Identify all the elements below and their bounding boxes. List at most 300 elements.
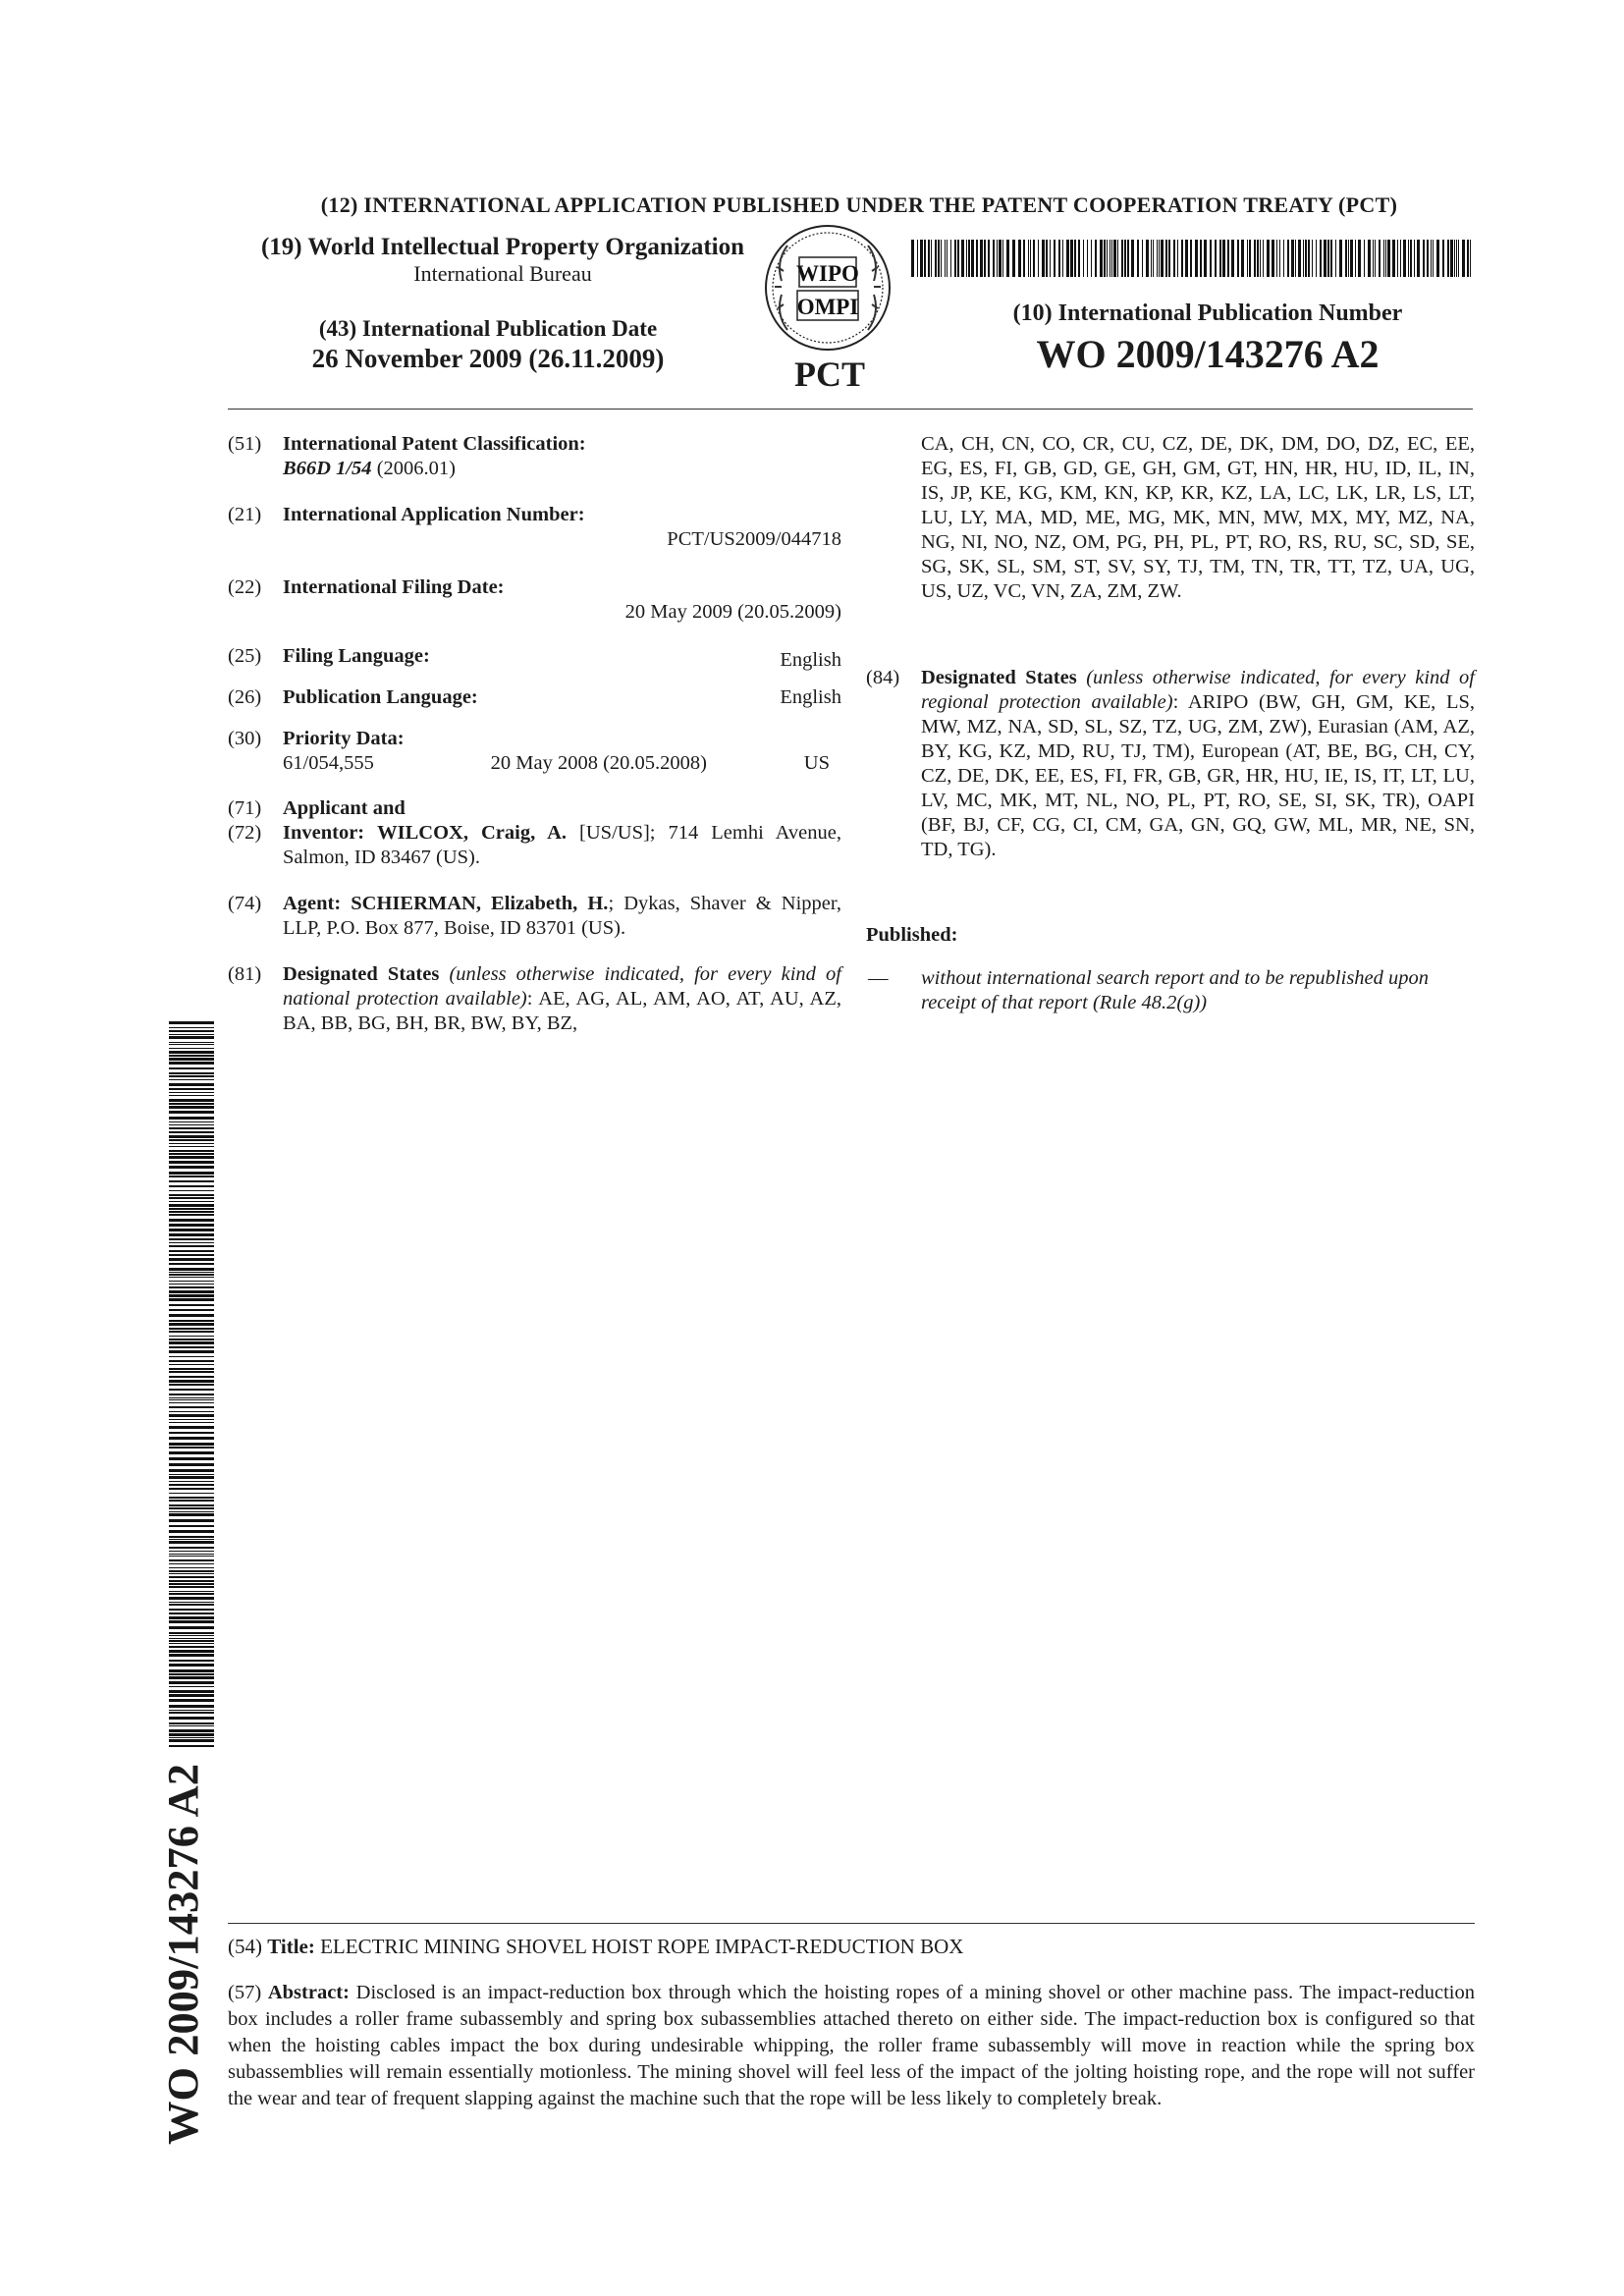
- barcode-bar: [1161, 240, 1164, 277]
- seal-ompi-text: OMPI: [796, 295, 859, 319]
- barcode-bar: [1157, 240, 1158, 277]
- barcode-bar: [169, 1254, 214, 1256]
- published-note: without international search report and to be republished upon receipt of that report (Rule 48.2(g)): [921, 967, 1430, 1013]
- barcode-bar: [1385, 240, 1386, 277]
- barcode-bar: [169, 1604, 214, 1606]
- barcode-bar: [169, 1422, 214, 1423]
- barcode-bar: [169, 1083, 214, 1086]
- barcode-bar: [169, 1175, 214, 1177]
- barcode-bar: [169, 1484, 214, 1486]
- barcode-bar: [1121, 240, 1123, 277]
- barcode-bar: [169, 1710, 214, 1711]
- barcode-bar: [1124, 240, 1126, 277]
- barcode-bar: [169, 1712, 214, 1714]
- barcode-bar: [999, 240, 1001, 277]
- barcode-bar: [169, 1650, 214, 1653]
- barcode-bar: [1227, 240, 1229, 277]
- barcode-bar: [169, 1095, 214, 1096]
- barcode-bar: [169, 1111, 214, 1114]
- barcode-bar: [1348, 240, 1349, 277]
- barcode-bar: [169, 1072, 214, 1074]
- publication-date-block: [257, 316, 719, 374]
- barcode-bar: [1312, 240, 1313, 277]
- field-30-code: (30): [228, 728, 262, 749]
- barcode-bar: [938, 240, 940, 277]
- barcode-bar: [169, 1320, 214, 1322]
- barcode-bar: [169, 1103, 214, 1105]
- barcode-bar: [169, 1229, 214, 1231]
- barcode-bar: [169, 1616, 214, 1619]
- barcode-bar: [169, 1463, 214, 1466]
- barcode-bar: [169, 1272, 214, 1273]
- barcode-bar: [1146, 240, 1149, 277]
- barcode-bar: [169, 1481, 214, 1482]
- barcode-bar: [1030, 240, 1031, 277]
- barcode-bar: [1177, 240, 1178, 277]
- barcode-bar: [1173, 240, 1175, 277]
- barcode-bar: [169, 1048, 214, 1049]
- barcode-bar: [169, 1567, 214, 1568]
- barcode-bar: [169, 1725, 214, 1726]
- barcode-bar: [988, 240, 990, 277]
- barcode-bar: [169, 1339, 214, 1340]
- barcode-bar: [169, 1304, 214, 1306]
- field-25-label: Filing Language:: [283, 645, 430, 667]
- barcode-bar: [169, 1551, 214, 1552]
- barcode-bar: [169, 1570, 214, 1572]
- barcode-bar: [169, 1411, 214, 1412]
- abstract-text: Disclosed is an impact-reduction box through which the hoisting ropes of a mining shovel or other machine pass. The impact-reduction box includes a roller frame subassembly and spring box subassemblies attached thereto on either side. The impact-reduction box is configured so that when the hoisting cables impact the box during undesirable whipping, the roller frame subassembly will move in reaction while the spring box subassemblies will remain essentially motionless. The mining shovel will feel less of the impact of the jolting hoisting rope, and the rope will not suffer the wear and tear of frequent slapping against the machine such that the rope will be less likely to completely break.: [228, 1982, 1475, 2109]
- barcode-bar: [1427, 240, 1429, 277]
- barcode-bar: [169, 1402, 214, 1403]
- barcode-bar: [169, 1394, 214, 1395]
- barcode-bar: [169, 1356, 214, 1357]
- barcode-bar: [169, 1602, 214, 1603]
- barcode-bar: [1100, 240, 1103, 277]
- barcode-bar: [1431, 240, 1432, 277]
- barcode-bar: [169, 1153, 214, 1155]
- field-81-code: (81): [228, 963, 262, 985]
- barcode-bar: [1023, 240, 1025, 277]
- field-71-code: (71): [228, 797, 262, 819]
- barcode-bar: [169, 1250, 214, 1252]
- barcode-bar: [1383, 240, 1384, 277]
- barcode-bar: [1237, 240, 1239, 277]
- barcode-bar: [1210, 240, 1212, 277]
- inventor-details: [US/US]; 714 Lemhi Avenue, Salmon, ID 83467 (US).: [283, 822, 842, 868]
- barcode-bar: [169, 1583, 214, 1585]
- organization-bureau: International Bureau: [413, 261, 592, 286]
- barcode-bar: [169, 1733, 214, 1736]
- barcode-bar: [1410, 240, 1412, 277]
- field-25-code: (25): [228, 645, 262, 667]
- publication-number-value: WO 2009/143276 A2: [1036, 332, 1380, 376]
- barcode-bar: [1254, 240, 1256, 277]
- barcode-bar: [169, 1156, 214, 1159]
- barcode-bar: [169, 1124, 214, 1125]
- barcode-bar: [1153, 240, 1154, 277]
- barcode-bar: [169, 1131, 214, 1133]
- barcode-bar: [169, 1284, 214, 1285]
- barcode-bar: [1185, 240, 1188, 277]
- barcode-bar: [1249, 240, 1251, 277]
- barcode-bar: [1295, 240, 1296, 277]
- barcode-bar: [169, 1451, 214, 1454]
- barcode-bar: [1442, 240, 1444, 277]
- regional-states: : ARIPO (BW, GH, GM, KE, LS, MW, MZ, NA, SD, SL, SZ, TZ, UG, ZM, ZW), Eurasian (AM, AZ, BY, KG, KZ, MD, RU, TJ, TM), European (AT, BE, BG, CH, CY, CZ, DE, DK, EE, ES, FI, FR, GB, GR, HR, HU, IE, IS, IT, LT, LU, LV, MC, MK, MT, NL, NO, PL, PT, RO, SE, SI, SK, TR), OAPI (BF, BJ, CF, CG, CI, CM, GA, GN, GQ, GW, ML, MR, NE, SN, TD, TG).: [921, 691, 1475, 860]
- barcode-bar: [169, 1204, 214, 1207]
- inventor-name: WILCOX, Craig, A.: [377, 822, 568, 844]
- barcode-bar: [984, 240, 986, 277]
- barcode-bar: [935, 240, 937, 277]
- barcode-bar: [1345, 240, 1347, 277]
- barcode-bar: [169, 1346, 214, 1348]
- barcode-bar: [1447, 240, 1449, 277]
- barcode-bar: [169, 1201, 214, 1202]
- barcode-bar: [1038, 240, 1039, 277]
- barcode-bar: [169, 1676, 214, 1679]
- barcode-bar: [169, 1281, 214, 1282]
- field-81-label: Designated States: [283, 963, 440, 985]
- barcode-bar: [169, 1576, 214, 1578]
- priority-country: US: [803, 752, 830, 774]
- field-26-code: (26): [228, 686, 262, 708]
- barcode-bar: [1104, 240, 1106, 277]
- barcode-bar: [169, 1055, 214, 1057]
- barcode-bar: [966, 240, 967, 277]
- field-21-code: (21): [228, 504, 262, 525]
- barcode-bar: [169, 1414, 214, 1417]
- barcode-bar: [169, 1597, 214, 1600]
- barcode-bar: [1033, 240, 1035, 277]
- barcode-bar: [169, 1669, 214, 1672]
- barcode-bar: [169, 1127, 214, 1129]
- barcode-bar: [1260, 240, 1261, 277]
- barcode-bar: [1151, 240, 1152, 277]
- national-states-continued: CA, CH, CN, CO, CR, CU, CZ, DE, DK, DM, DO, DZ, EC, EE, EG, ES, FI, GB, GD, GE, GH, GM, GT, HN, HR, HU, ID, IL, IN, IS, JP, KE, KG, KM, KN, KP, KR, KZ, LA, LC, LK, LR, LS, LT, LU, LY, MA, MD, ME, MG, MK, MN, MW, MX, MY, MZ, NA, NG, NI, NO, NZ, OM, PG, PH, PL, PT, RO, RS, RU, SC, SD, SE, SG, SK, SL, SM, ST, SV, SY, TJ, TM, TN, TR, TT, TZ, UA, UG, US, UZ, VC, VN, ZA, ZM, ZW.: [921, 433, 1475, 602]
- barcode-bar: [1006, 240, 1009, 277]
- barcode-bar: [169, 1245, 214, 1247]
- barcode-bar: [169, 1705, 214, 1708]
- barcode-bar: [169, 1443, 214, 1446]
- barcode-bar: [1087, 240, 1088, 277]
- barcode-bar: [1287, 240, 1289, 277]
- barcode-bar: [169, 1699, 214, 1702]
- barcode-bar: [1320, 240, 1322, 277]
- barcode-bar: [1168, 240, 1170, 277]
- barcode-bar: [169, 1530, 214, 1533]
- barcode-bar: [169, 1194, 214, 1196]
- classification-code: B66D 1/54: [283, 458, 372, 479]
- barcode-bar: [169, 1051, 214, 1054]
- barcode-bar: [169, 1686, 214, 1687]
- barcode-bar: [1066, 240, 1069, 277]
- barcode-bar: [169, 1580, 214, 1582]
- barcode-bar: [169, 1021, 214, 1024]
- barcode-bar: [169, 1166, 214, 1169]
- agent-details: ; Dykas, Shaver & Nipper, LLP, P.O. Box 877, Boise, ID 83701 (US).: [283, 893, 841, 939]
- field-74-code: (74): [228, 893, 262, 914]
- barcode-bar: [1054, 240, 1056, 277]
- barcode-bar: [169, 1500, 214, 1502]
- barcode-bar: [169, 1034, 214, 1035]
- barcode-bar: [169, 1384, 214, 1386]
- publication-language: English: [780, 686, 841, 708]
- publication-number-label: (10) International Publication Number: [1012, 301, 1403, 326]
- barcode-bar: [169, 1717, 214, 1720]
- barcode-bar: [169, 1242, 214, 1243]
- barcode-bar: [1350, 240, 1353, 277]
- barcode-bar: [1042, 240, 1045, 277]
- barcode-bar: [1433, 240, 1434, 277]
- barcode-bar: [169, 1541, 214, 1544]
- barcode-bar: [1117, 240, 1118, 277]
- barcode-bar: [1267, 240, 1270, 277]
- barcode-bar: [1002, 240, 1003, 277]
- barcode-bar: [1303, 240, 1304, 277]
- barcode-bar: [1074, 240, 1076, 277]
- barcode-bar: [169, 1238, 214, 1240]
- abstract-label: Abstract:: [267, 1982, 350, 2003]
- barcode-bar: [169, 1214, 214, 1216]
- field-21-label: International Application Number:: [283, 504, 585, 525]
- barcode-bar: [169, 1150, 214, 1152]
- barcode-bar: [1165, 240, 1167, 277]
- barcode-bar: [1215, 240, 1217, 277]
- organization-block: [228, 234, 778, 287]
- barcode-bar: [1062, 240, 1063, 277]
- barcode-bar: [169, 1519, 214, 1522]
- barcode-bar: [169, 1613, 214, 1614]
- barcode-bar: [169, 1350, 214, 1353]
- barcode-bar: [997, 240, 998, 277]
- barcode-bar: [169, 1437, 214, 1440]
- barcode-bar: [169, 1681, 214, 1684]
- barcode-bar: [1247, 240, 1248, 277]
- barcode-bar: [1263, 240, 1264, 277]
- national-states-start: : AE, AG, AL, AM, AO, AT, AU, AZ, BA, BB, BG, BH, BR, BW, BY, BZ,: [283, 988, 841, 1034]
- barcode-bar: [169, 1591, 214, 1592]
- field-72-label: Inventor:: [283, 822, 365, 844]
- barcode-bar: [169, 1263, 214, 1265]
- barcode-bar: [1364, 240, 1365, 277]
- barcode-bar: [169, 1117, 214, 1120]
- barcode-bar: [169, 1371, 214, 1373]
- barcode-bar: [169, 1563, 214, 1564]
- title-value: ELECTRIC MINING SHOVEL HOIST ROPE IMPACT-REDUCTION BOX: [320, 1935, 964, 1958]
- barcode-bar: [1373, 240, 1374, 277]
- barcode-bar: [169, 1635, 214, 1636]
- barcode-bar: [169, 1298, 214, 1301]
- barcode-bar: [169, 1406, 214, 1408]
- barcode-bar: [169, 1208, 214, 1210]
- barcode-bar: [169, 1323, 214, 1326]
- wipo-seal-logo: [762, 222, 893, 354]
- barcode-bar: [169, 1030, 214, 1032]
- barcode-bar: [169, 1673, 214, 1675]
- barcode-bar: [1107, 240, 1108, 277]
- barcode-bar: [1012, 240, 1015, 277]
- barcode-bar: [1018, 240, 1021, 277]
- filing-language: English: [780, 649, 841, 671]
- barcode-bar: [1414, 240, 1415, 277]
- field-84-label: Designated States: [921, 667, 1077, 688]
- barcode-bar: [1305, 240, 1307, 277]
- field-71-label: Applicant and: [283, 797, 406, 819]
- barcode-bar: [931, 240, 932, 277]
- barcode-bar: [169, 1638, 214, 1639]
- barcode-bar: [169, 1328, 214, 1330]
- field-51-label: International Patent Classification:: [283, 433, 586, 455]
- barcode-bar: [169, 1694, 214, 1697]
- barcode-bar: [1308, 240, 1310, 277]
- barcode-bar: [169, 1036, 214, 1039]
- barcode-bar: [169, 1380, 214, 1383]
- barcode-bar: [169, 1258, 214, 1261]
- field-81-qualifier: (unless otherwise indicated, for every kind of national protection available): [283, 963, 842, 1010]
- barcode-bar: [169, 1368, 214, 1370]
- barcode-bar: [1379, 240, 1380, 277]
- barcode-bar: [1368, 240, 1371, 277]
- barcode-bar: [169, 1233, 214, 1236]
- barcode-bar: [1397, 240, 1398, 277]
- priority-number: 61/054,555: [283, 752, 374, 774]
- bibliographic-left-column: [228, 432, 841, 1061]
- barcode-bar: [169, 1277, 214, 1278]
- barcode-bar: [961, 240, 964, 277]
- barcode-bar: [1050, 240, 1051, 277]
- barcode-bar: [1335, 240, 1336, 277]
- barcode-bar: [169, 1224, 214, 1227]
- barcode-bar: [169, 1690, 214, 1693]
- barcode-bar: [169, 1274, 214, 1276]
- barcode-bar: [169, 1609, 214, 1611]
- barcode-bar: [1423, 240, 1425, 277]
- title-code: (54): [228, 1935, 262, 1958]
- barcode-bar: [1142, 240, 1143, 277]
- side-publication-number-text: WO 2009/143276 A2: [159, 1768, 208, 2145]
- field-30-label: Priority Data:: [283, 728, 405, 749]
- barcode-bar: [1137, 240, 1139, 277]
- barcode-bar: [1195, 240, 1198, 277]
- barcode-bar: [169, 1497, 214, 1499]
- barcode-bar: [169, 1143, 214, 1144]
- barcode-bar: [1241, 240, 1244, 277]
- barcode-bar: [1111, 240, 1112, 277]
- barcode-bar: [1190, 240, 1192, 277]
- field-84-qualifier: (unless otherwise indicated, for every kind of regional protection available): [921, 667, 1476, 713]
- barcode-bar: [169, 1135, 214, 1138]
- barcode-bar: [169, 1745, 214, 1747]
- barcode-bar: [169, 1399, 214, 1400]
- barcode-bar: [954, 240, 956, 277]
- barcode-bar: [1454, 240, 1455, 277]
- barcode-bar: [1159, 240, 1160, 277]
- barcode-bar: [169, 1294, 214, 1297]
- barcode-bar: [1467, 240, 1469, 277]
- barcode-bar: [169, 1092, 214, 1093]
- barcode-bar: [169, 1197, 214, 1199]
- barcode-bar: [1231, 240, 1234, 277]
- barcode-bar: [945, 240, 946, 277]
- barcode-bar: [1458, 240, 1459, 277]
- barcode-bar: [169, 1539, 214, 1540]
- title-label: Title:: [267, 1935, 315, 1958]
- barcode-bar: [169, 1419, 214, 1420]
- barcode-bar: [1291, 240, 1294, 277]
- barcode-bar: [1083, 240, 1084, 277]
- barcode-bar: [169, 1737, 214, 1738]
- barcode-bar: [169, 1290, 214, 1293]
- published-label: Published:: [866, 924, 958, 946]
- barcode-bar: [1327, 240, 1329, 277]
- barcode-bar: [1181, 240, 1183, 277]
- barcode-bar: [169, 1341, 214, 1344]
- application-number: PCT/US2009/044718: [667, 528, 841, 550]
- barcode-bar: [169, 1640, 214, 1642]
- barcode-bar: [1091, 240, 1092, 277]
- barcode-bar: [1204, 240, 1207, 277]
- field-22-code: (22): [228, 576, 262, 598]
- barcode-bar: [169, 1088, 214, 1090]
- barcode-bar: [971, 240, 974, 277]
- barcode-bar: [169, 1389, 214, 1391]
- barcode-bar: [1355, 240, 1356, 277]
- seal-wipo-text: WIPO: [796, 261, 859, 286]
- barcode-bar: [950, 240, 951, 277]
- barcode-bar: [169, 1646, 214, 1648]
- barcode-bar: [169, 1146, 214, 1147]
- abstract-block: [228, 1980, 1475, 2112]
- barcode-bar: [1456, 240, 1457, 277]
- field-51-code: (51): [228, 433, 262, 455]
- barcode-bar: [169, 1643, 214, 1644]
- priority-date: 20 May 2008 (20.05.2008): [490, 752, 707, 774]
- barcode-bar: [1417, 240, 1420, 277]
- barcode-bar: [169, 1044, 214, 1045]
- barcode-bar: [169, 1513, 214, 1516]
- barcode-bar: [169, 1660, 214, 1662]
- barcode-bar: [169, 1079, 214, 1080]
- title-block: [228, 1935, 1475, 1959]
- barcode-bar: [169, 1586, 214, 1588]
- publication-date-label: (43) International Publication Date: [318, 316, 658, 341]
- barcode-bar: [1387, 240, 1390, 277]
- pct-label: PCT: [794, 355, 865, 394]
- barcode-bar: [1330, 240, 1332, 277]
- barcode-bar: [1113, 240, 1116, 277]
- barcode-bar: [169, 1376, 214, 1378]
- field-74-label: Agent:: [283, 893, 342, 914]
- barcode-bar: [169, 1219, 214, 1222]
- barcode-bar: [169, 1426, 214, 1429]
- title-rule: [228, 1923, 1475, 1924]
- barcode-bar: [1450, 240, 1453, 277]
- barcode-bar: [169, 1722, 214, 1724]
- field-84-code: (84): [866, 667, 900, 688]
- barcode-bar: [1283, 240, 1284, 277]
- barcode-bar: [169, 1062, 214, 1065]
- barcode-bar: [169, 1488, 214, 1490]
- barcode-bar: [993, 240, 995, 277]
- barcode-bar: [169, 1172, 214, 1175]
- barcode-bar: [1279, 240, 1280, 277]
- barcode-bar: [1046, 240, 1048, 277]
- barcode-bar: [911, 240, 914, 277]
- barcode-bar: [1257, 240, 1259, 277]
- publication-number-block: [952, 301, 1463, 377]
- barcode-bar: [1095, 240, 1097, 277]
